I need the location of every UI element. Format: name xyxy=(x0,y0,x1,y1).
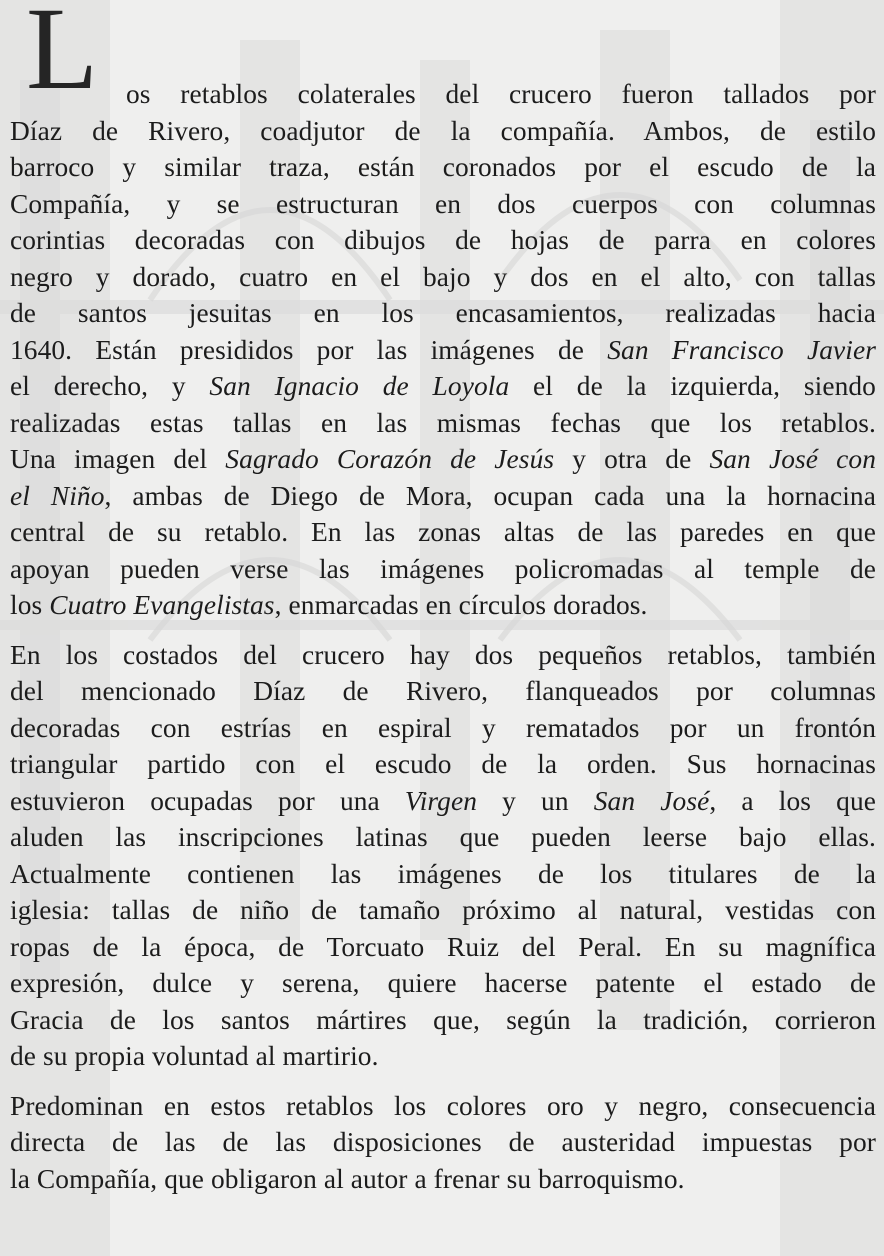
text-segment: , ambas de Diego de Mora, ocupan cada una la hornacina xyxy=(104,480,876,511)
text-segment: apoyan pueden verse las imágenes policromadas al temple de xyxy=(10,553,876,584)
text-segment: aluden las inscripciones latinas que pueden leerse bajo ellas. xyxy=(10,822,876,852)
text-segment: corintias decoradas con dibujos de hojas de parra en colores xyxy=(10,225,876,255)
text-line xyxy=(10,587,876,624)
text-segment: realizadas estas tallas en las mismas fechas que los retablos. xyxy=(10,407,876,438)
text-line xyxy=(10,222,876,259)
italic-title: San José con xyxy=(709,444,876,474)
text-segment: el de la izquierda, siendo xyxy=(509,371,876,401)
italic-title: Cuatro Evangelistas xyxy=(49,590,275,620)
text-line xyxy=(10,929,876,966)
drop-cap: L xyxy=(26,0,99,114)
text-line xyxy=(10,332,876,369)
italic-title: el Niño xyxy=(10,480,105,511)
text-segment: , a los que xyxy=(709,785,876,816)
text-segment: Compañía, y se estructuran en dos cuerpos con columnas xyxy=(10,188,876,219)
text-segment: la Compañía, que obligaron al autor a frenar su barroquismo. xyxy=(10,1163,685,1194)
text-line xyxy=(10,259,876,296)
text-line xyxy=(10,1038,876,1075)
text-segment: ropas de la época, de Torcuato Ruiz del Peral. En su magnífica xyxy=(10,931,876,962)
text-line xyxy=(10,1002,876,1039)
text-line xyxy=(10,746,876,783)
text-segment: estuvieron ocupadas por una xyxy=(10,785,405,816)
text-segment: central de su retablo. En las zonas altas de las paredes en que xyxy=(10,517,876,547)
text-segment: y un xyxy=(477,785,594,816)
text-line xyxy=(10,819,876,856)
text-line xyxy=(10,856,876,893)
text-segment: iglesia: tallas de niño de tamaño próximo al natural, vestidas con xyxy=(10,895,876,925)
text-segment: Díaz de Rivero, coadjutor de la compañía. Ambos, de estilo xyxy=(10,115,876,146)
text-line xyxy=(10,551,876,588)
italic-title: Virgen xyxy=(404,785,478,816)
text-line xyxy=(10,892,876,929)
paragraph-2 xyxy=(10,637,876,1075)
italic-title: San José xyxy=(593,785,710,816)
text-segment: directa de las de las disposiciones de austeridad impuestas por xyxy=(10,1127,876,1157)
text-segment: , enmarcadas en círculos dorados. xyxy=(274,590,648,620)
text-line xyxy=(126,40,876,113)
text-line xyxy=(10,637,876,674)
text-segment: Predominan en estos retablos los colores oro y negro, consecuencia xyxy=(10,1090,876,1121)
text-segment: de santos jesuitas en los encasamientos, realizadas hacia xyxy=(10,298,876,328)
text-segment: negro y dorado, cuatro en el bajo y dos en el alto, con tallas xyxy=(10,261,876,292)
text-line xyxy=(10,478,876,515)
text-line xyxy=(10,186,876,223)
text-segment: expresión, dulce y serena, quiere hacerse patente el estado de xyxy=(10,968,876,998)
text-segment: y otra de xyxy=(554,444,710,474)
text-line xyxy=(10,783,876,820)
text-segment: Gracia de los santos mártires que, según la tradición, corrieron xyxy=(10,1004,876,1035)
text-segment: En los costados del crucero hay dos pequeños retablos, también xyxy=(10,639,876,670)
text-line xyxy=(10,368,876,405)
italic-title: San Ignacio de Loyola xyxy=(209,371,510,401)
text-segment: Una imagen del xyxy=(10,444,226,474)
italic-title: San Francisco Javier xyxy=(607,334,876,365)
text-line xyxy=(10,514,876,551)
text-segment: barroco y similar traza, están coronados por el escudo de la xyxy=(10,152,876,182)
document-page xyxy=(10,0,876,1197)
text-segment: Actualmente contienen las imágenes de los titulares de la xyxy=(10,858,876,889)
text-segment: os retablos colaterales del crucero fueron tallados por xyxy=(126,79,876,109)
text-line xyxy=(10,149,876,186)
paragraph-3 xyxy=(10,1088,876,1198)
text-line xyxy=(10,1124,876,1161)
text-line xyxy=(10,1161,876,1198)
text-segment: los xyxy=(10,590,50,620)
text-segment: 1640. Están presididos por las imágenes de xyxy=(10,334,608,365)
text-segment: de su propia voluntad al martirio. xyxy=(10,1041,379,1071)
text-line xyxy=(10,295,876,332)
text-line xyxy=(10,710,876,747)
text-segment: el derecho, y xyxy=(10,371,210,401)
text-line xyxy=(10,441,876,478)
text-line xyxy=(10,1088,876,1125)
text-segment: del mencionado Díaz de Rivero, flanqueados por columnas xyxy=(10,676,876,706)
text-line xyxy=(10,113,876,150)
text-line xyxy=(10,405,876,442)
text-line xyxy=(10,673,876,710)
paragraph-1 xyxy=(10,40,876,624)
text-segment: decoradas con estrías en espiral y rematados por un frontón xyxy=(10,712,876,743)
italic-title: Sagrado Corazón de Jesús xyxy=(225,444,555,474)
text-segment: triangular partido con el escudo de la orden. Sus hornacinas xyxy=(10,749,876,779)
text-line xyxy=(10,965,876,1002)
